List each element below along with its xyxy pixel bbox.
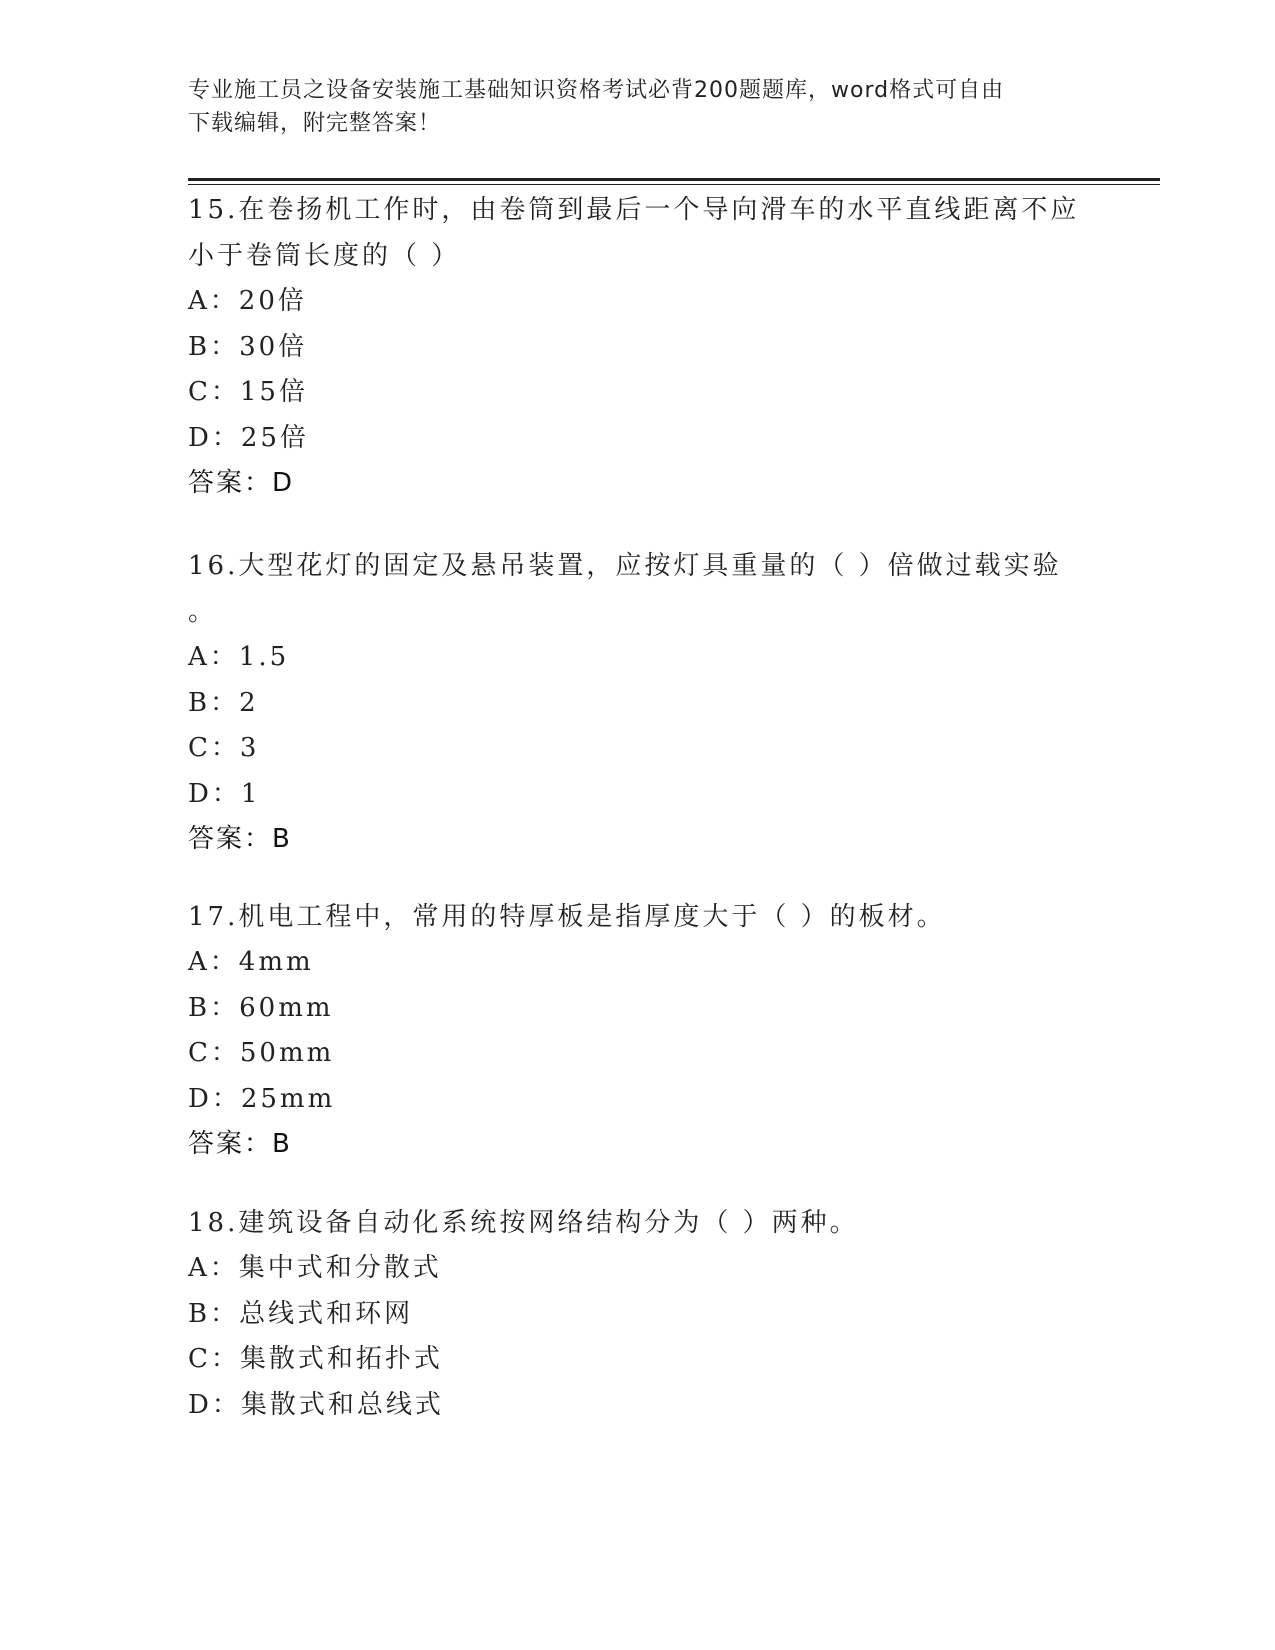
option-d: D：25倍 <box>188 422 309 453</box>
option-a: A：集中式和分散式 <box>188 1253 442 1283</box>
option-d: D：集散式和总线式 <box>188 1389 444 1420</box>
option-c: C：集散式和拓扑式 <box>188 1344 443 1374</box>
header-divider-thin <box>188 184 1160 185</box>
question-stem-continued: 小于卷筒长度的（ ） <box>188 241 461 271</box>
question-16 <box>188 543 1088 861</box>
option-c: C：3 <box>188 733 260 763</box>
question-stem: 17.机电工程中，常用的特厚板是指厚度大于（ ）的板材。 <box>188 902 946 932</box>
question-stem: 15.在卷扬机工作时，由卷筒到最后一个导向滑车的水平直线距离不应 <box>188 195 1080 225</box>
question-17 <box>188 894 1088 1166</box>
option-b: B：总线式和环网 <box>188 1298 414 1329</box>
question-stem: 16.大型花灯的固定及悬吊装置，应按灯具重量的（ ）倍做过载实验 <box>188 551 1062 581</box>
header-line-2: 下载编辑，附完整答案！ <box>188 111 442 136</box>
option-b: B：2 <box>188 687 259 718</box>
question-stem: 18.建筑设备自动化系统按网络结构分为（ ）两种。 <box>188 1208 859 1238</box>
option-d: D：25mm <box>188 1083 336 1114</box>
option-a: A：1.5 <box>188 642 290 672</box>
answer: 答案：B <box>188 824 292 854</box>
option-b: B：60mm <box>188 992 334 1023</box>
option-c: C：15倍 <box>188 377 308 407</box>
option-a: A：20倍 <box>188 286 307 316</box>
question-18 <box>188 1200 1088 1428</box>
header-line-1: 专业施工员之设备安装施工基础知识资格考试必背200题题库，word格式可自由 <box>188 78 1005 103</box>
option-d: D：1 <box>188 778 261 809</box>
question-stem-continued: 。 <box>188 597 218 627</box>
answer: 答案：B <box>188 1129 292 1159</box>
document-header <box>188 74 1088 140</box>
option-c: C：50mm <box>188 1038 335 1068</box>
question-15 <box>188 187 1088 505</box>
answer: 答案：D <box>188 468 295 498</box>
header-divider-thick <box>188 178 1160 181</box>
option-b: B：30倍 <box>188 331 308 362</box>
option-a: A：4mm <box>188 947 314 977</box>
